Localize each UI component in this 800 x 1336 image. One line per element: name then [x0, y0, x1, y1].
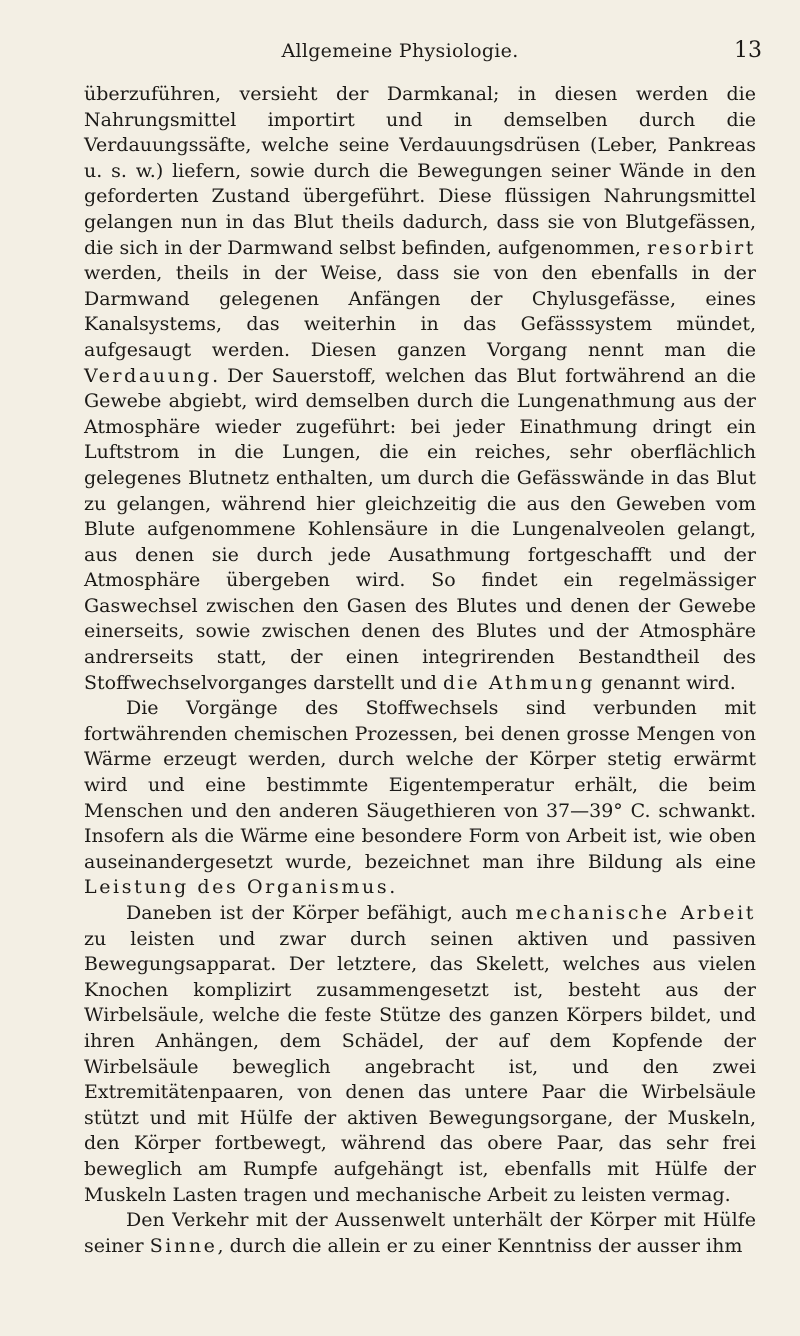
text-segment: . — [389, 876, 396, 899]
spaced-term-resorbirt: resorbirt — [647, 236, 756, 259]
spaced-term-leistung: Leistung des Organismus — [84, 876, 390, 899]
text-segment: Die Vorgänge des Stoffwechsels sind verbunden mit fortwährenden chemischen Prozessen, bei denen grosse Mengen von Wärme erzeugt werden, durch welche der Körper stetig erwärmt wird und eine bestimmte Eigentemperatur erhält, die beim Menschen und den anderen Säugethieren von 37—39° C. schwankt. Insofern als die Wärme eine besondere Form von Arbeit ist, wie oben auseinandergesetzt wurde, bezeichnet man ihre Bildung als eine — [84, 697, 756, 873]
spaced-term-athmung: die Athmung — [442, 671, 595, 694]
text-segment: überzuführen, versieht der Darmkanal; in diesen werden die Nahrungsmittel importirt und in demselben durch die Verdauungssäfte, welche seine Verdauungsdrüsen (Leber, Pankreas u. s. w.) liefern, sowie durch die Bewegungen seiner Wände in den geforderten Zustand übergeführt. Diese flüssigen Nahrungsmittel gelangen nun in das Blut theils dadurch, dass sie von Blutgefässen, die sich in der Darmwand selbst befinden, aufgenommen, — [84, 83, 756, 259]
text-segment: Den Verkehr mit der Aussenwelt unterhält der Körper mit Hülfe seiner — [84, 1209, 756, 1257]
page-number: 13 — [734, 38, 762, 63]
body-text — [84, 82, 756, 1259]
text-segment: zu leisten und zwar durch seinen aktiven und passiven Bewegungsapparat. Der letztere, das Skelett, welches aus vielen Knochen komplizirt zusammengesetzt ist, besteht aus der Wirbelsäule, welche die feste Stütze des ganzen Körpers bildet, und ihren Anhängen, dem Schädel, der auf dem Kopfende der Wirbelsäule beweglich angebracht ist, und den zwei Extremitätenpaaren, von denen das untere Paar die Wirbelsäule stützt und mit Hülfe der aktiven Bewegungsorgane, der Muskeln, den Körper fortbewegt, während das obere Paar, das sehr frei beweglich am Rumpfe aufgehängt ist, ebenfalls mit Hülfe der Muskeln Lasten tragen und mechanische Arbeit zu leisten vermag. — [84, 927, 756, 1206]
paragraph-4 — [84, 1208, 756, 1259]
spaced-term-mechanische-arbeit: mechanische Arbeit — [515, 902, 756, 924]
spaced-term-verdauung: Verdauung — [84, 364, 213, 387]
spaced-term-sinne: Sinne — [149, 1234, 218, 1257]
text-segment: werden, theils in der Weise, dass sie von den ebenfalls in der Darmwand gelegenen Anfängen der Chylusgefässe, eines Kanalsystems, das weiterhin in das Gefässsystem mündet, aufgesaugt werden. Diesen ganzen Vorgang nennt man die — [84, 262, 756, 361]
text-segment: , durch die allein er zu einer Kenntniss der ausser ihm — [217, 1234, 743, 1257]
paragraph-3 — [84, 901, 756, 1208]
paragraph-2 — [84, 696, 756, 901]
running-title: Allgemeine Physiologie. — [281, 40, 519, 62]
running-head — [0, 38, 800, 68]
paragraph-1 — [84, 82, 756, 696]
text-segment: genannt wird. — [594, 671, 736, 694]
text-segment: Daneben ist der Körper befähigt, auch — [126, 902, 516, 924]
text-segment: . Der Sauerstoff, welchen das Blut fortwährend an die Gewebe abgiebt, wird demselben durch die Lungenathmung aus der Atmosphäre wieder zugeführt: bei jeder Einathmung dringt ein Luftstrom in die Lungen, die ein reiches, sehr oberflächlich gelegenes Blutnetz enthalten, um durch die Gefässwände in das Blut zu gelangen, während hier gleichzeitig die aus den Geweben vom Blute aufgenommene Kohlensäure in die Lungenalveolen gelangt, aus denen sie durch jede Ausathmung fortgeschafft und der Atmosphäre übergeben wird. So findet ein regelmässiger Gaswechsel zwischen den Gasen des Blutes und denen der Gewebe einerseits, sowie zwischen denen des Blutes und der Atmosphäre andrerseits statt, der einen integrirenden Bestandtheil des Stoffwechselvorganges darstellt und — [84, 364, 756, 694]
